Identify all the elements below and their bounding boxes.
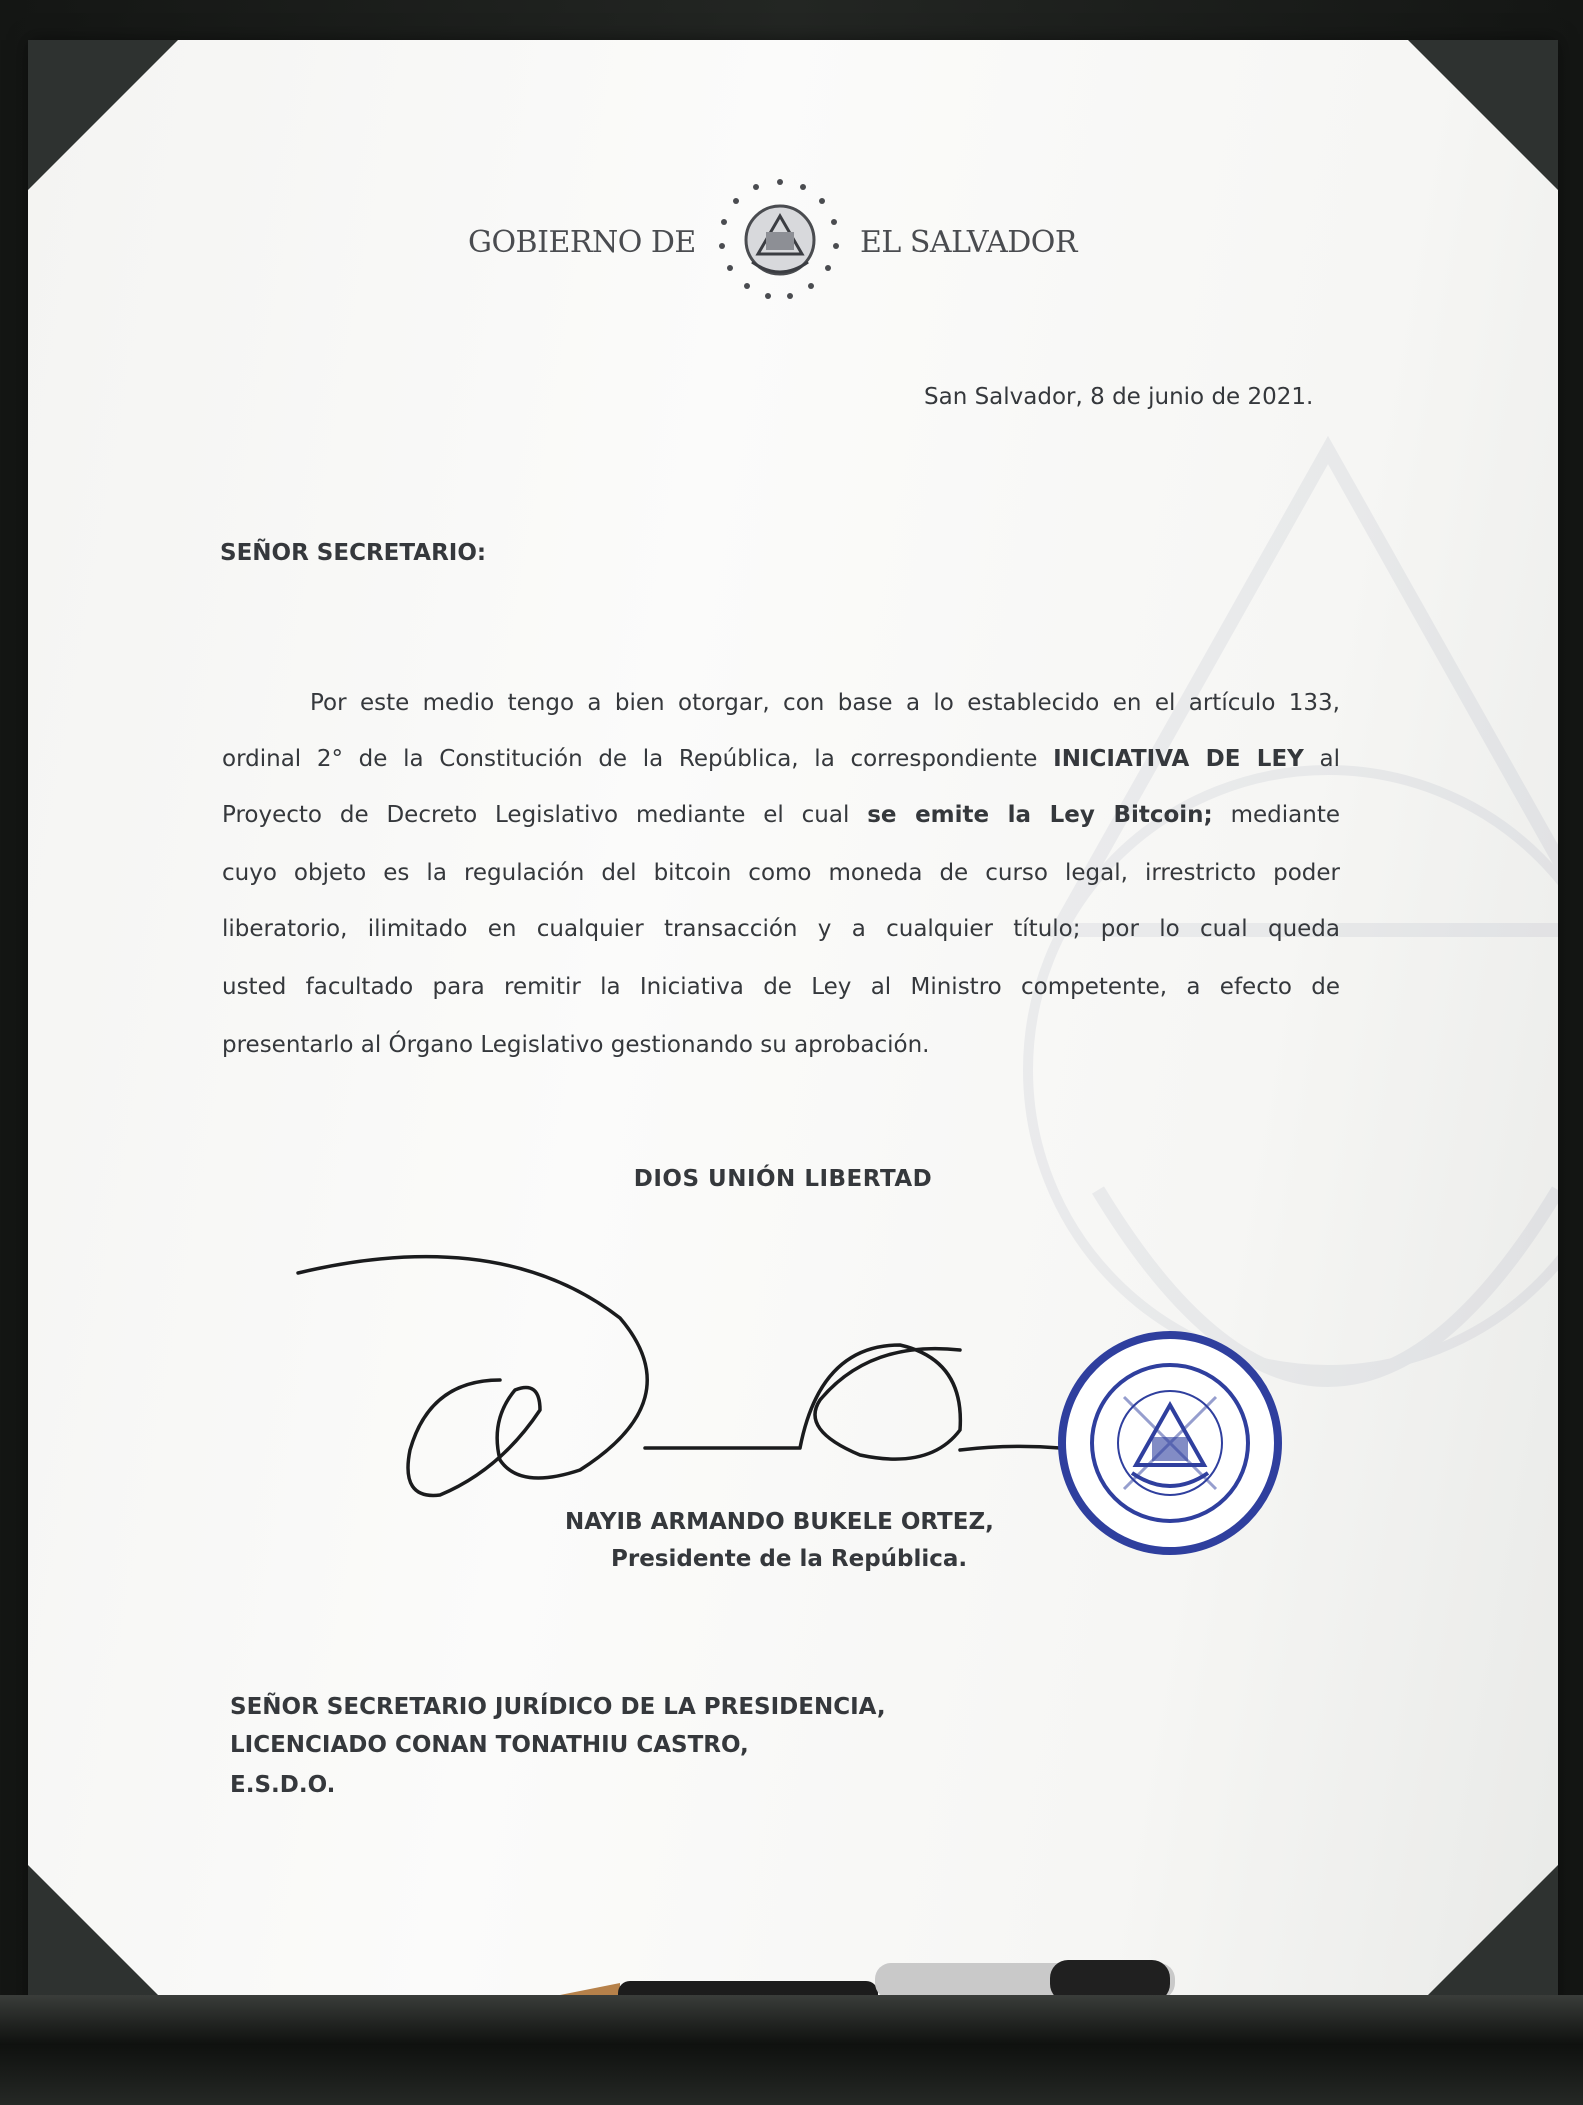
salutation: SEÑOR SECRETARIO: xyxy=(220,540,487,566)
frame-bottom-bar xyxy=(0,1995,1583,2105)
letterhead-left-text: GOBIERNO DE xyxy=(468,225,696,260)
addressee-line-1: SEÑOR SECRETARIO JURÍDICO DE LA PRESIDENCIA, xyxy=(230,1694,886,1720)
signatory-role: Presidente de la República. xyxy=(611,1546,968,1572)
signatory-name: NAYIB ARMANDO BUKELE ORTEZ, xyxy=(565,1509,994,1535)
document-date: San Salvador, 8 de junio de 2021. xyxy=(924,384,1314,410)
body-text: liberatorio, ilimitado en cualquier transacción y a cualquier título; por lo cual queda xyxy=(222,916,1340,942)
body-text: al xyxy=(1303,746,1340,772)
letterhead-right-text: EL SALVADOR xyxy=(860,225,1077,260)
body-text: usted facultado para remitir la Iniciativa de Ley al Ministro competente, a efecto de xyxy=(222,974,1340,1000)
body-bold-text: INICIATIVA DE LEY xyxy=(1053,746,1304,772)
addressee-line-2: LICENCIADO CONAN TONATHIU CASTRO, xyxy=(230,1732,749,1758)
body-text: Proyecto de Decreto Legislativo mediante el cual xyxy=(222,802,868,828)
body-text: cuyo objeto es la regulación del bitcoin como moneda de curso legal, irrestricto poder xyxy=(222,860,1340,886)
body-text: ordinal 2° de la Constitución de la República, la correspondiente xyxy=(222,746,1054,772)
body-text: presentarlo al Órgano Legislativo gestionando su aprobación. xyxy=(222,1032,930,1058)
body-text: Por este medio tengo a bien otorgar, con base a lo establecido en el artículo 133, xyxy=(310,690,1340,716)
body-bold-text: se emite la Ley Bitcoin; xyxy=(867,802,1213,828)
body-text: mediante xyxy=(1212,802,1340,828)
national-motto: DIOS UNIÓN LIBERTAD xyxy=(633,1166,933,1192)
addressee-line-3: E.S.D.O. xyxy=(230,1772,336,1798)
